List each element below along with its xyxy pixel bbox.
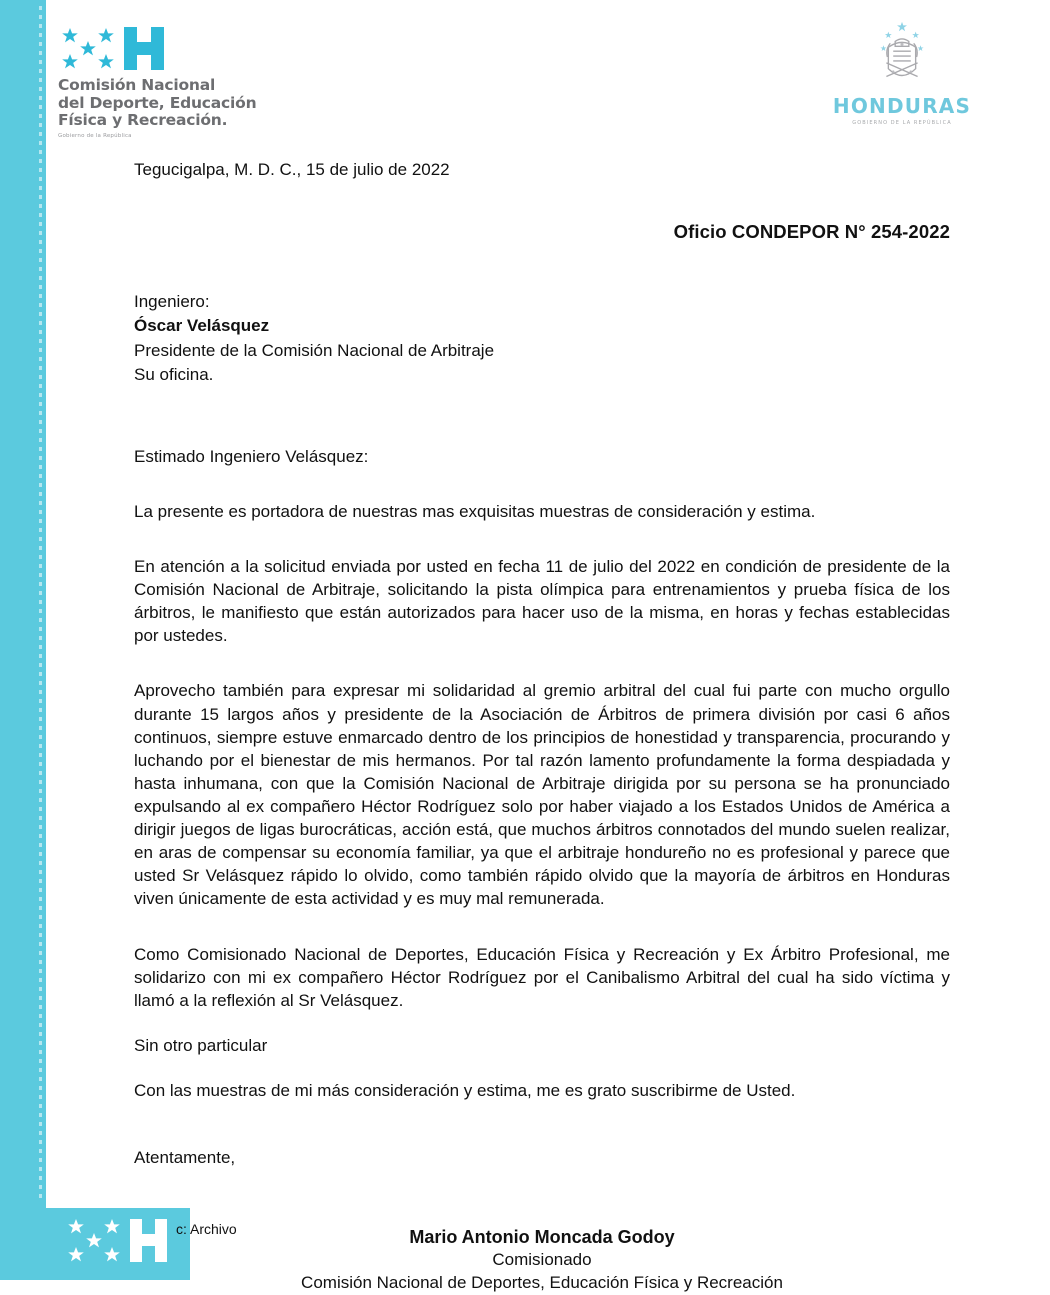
left-accent-bar	[0, 0, 46, 1208]
paragraph-spacer	[134, 933, 950, 943]
condepor-logo-title	[58, 77, 298, 130]
addressee-block	[134, 290, 950, 387]
honduras-h-stars-white-icon	[62, 1216, 182, 1268]
signatory-role: Comisionado	[492, 1250, 592, 1270]
date-line: Tegucigalpa, M. D. C., 15 de julio de 2022	[134, 160, 450, 179]
honduras-h-stars-icon	[58, 24, 178, 72]
closing-line-3: Atentamente,	[134, 1148, 236, 1168]
honduras-wordmark: HONDURAS	[832, 94, 972, 118]
paragraph-spacer	[134, 669, 950, 679]
salutation: Estimado Ingeniero Velásquez:	[134, 446, 369, 466]
addressee-position: Presidente de la Comisión Nacional de Arbitraje	[134, 340, 495, 360]
condepor-title-line-1: Comisión Nacional	[58, 76, 216, 94]
addressee-location: Su oficina.	[134, 364, 214, 384]
left-bar-dotted-line	[39, 6, 42, 1202]
honduras-government-logo	[832, 18, 972, 126]
closing-line-1: Sin otro particular	[134, 1035, 268, 1055]
reference-number: Oficio CONDEPOR N° 254-2022	[673, 221, 950, 243]
condepor-title-line-3: Física y Recreación.	[58, 111, 228, 130]
honduras-wordmark-subtitle: GOBIERNO DE LA REPÚBLICA	[852, 120, 952, 126]
signature-block	[134, 1225, 950, 1295]
body-paragraph-4: Como Comisionado Nacional de Deportes, Educación Física y Recreación y Ex Árbitro Profesional, me solidarizo con mi ex compañero Héctor Rodríguez por el Canibalismo Arbitral del cual ha sido víctima y llamó a la reflexión al Sr Velásquez.	[134, 944, 950, 1010]
letter-body	[134, 158, 950, 1295]
body-paragraph-3: Aprovecho también para expresar mi solidaridad al gremio arbitral del cual fui parte con mucho orgullo durante 15 largos años y presidente de la Asociación de Árbitros de primera división por casi 6 años continuos, siempre estuve enmarcado dentro de los principios de honestidad y transparencia, procurando y luchando por el bienestar de mis hermanos. Por tal razón lamento profundamente la forma despiadada y hasta inhumana, con que la Comisión Nacional de Arbitraje dirigida por su persona se ha pronunciado expulsando al ex compañero Héctor Rodríguez solo por haber viajado a los Estados Unidos de América a dirigir juegos de ligas burocráticas, acción está, que muchos árbitros connotados del mundo suelen realizar, en aras de compensar su economía familiar, ya que el arbitraje hondureño no es profesional y parece que usted Sr Velásquez rápido lo olvido, como también rápido olvido que la mayoría de árbitros en Honduras viven únicamente de esta actividad y es muy mal remunerada.	[134, 681, 950, 909]
signatory-name: Mario Antonio Moncada Godoy	[409, 1227, 675, 1248]
body-paragraph-2: En atención a la solicitud enviada por usted en fecha 11 de julio del 2022 en condición de presidente de la Comisión Nacional de Arbitraje, solicitando la pista olímpica para entrenamientos y prueba física de los árbitros, le manifiesto que están autorizados para hacer uso de la misma, en horas y fechas establecidas por ustedes.	[134, 556, 950, 646]
condepor-logo	[58, 24, 298, 139]
signatory-organization: Comisión Nacional de Deportes, Educación Física y Recreación	[301, 1273, 783, 1293]
paragraph-spacer	[134, 545, 950, 555]
addressee-title: Ingeniero:	[134, 292, 210, 312]
closing-line-2: Con las muestras de mi más consideración y estima, me es grato suscribirme de Usted.	[134, 1080, 796, 1100]
condepor-logo-subtitle: Gobierno de la República	[58, 132, 132, 139]
document-header	[0, 0, 1050, 150]
body-paragraph-1: La presente es portadora de nuestras mas exquisitas muestras de consideración y estima.	[134, 501, 816, 521]
honduras-coat-of-arms-icon	[863, 18, 941, 96]
addressee-name: Óscar Velásquez	[134, 316, 270, 336]
cc-note: c: Archivo	[176, 1221, 237, 1237]
condepor-title-line-2: del Deporte, Educación	[58, 93, 257, 112]
